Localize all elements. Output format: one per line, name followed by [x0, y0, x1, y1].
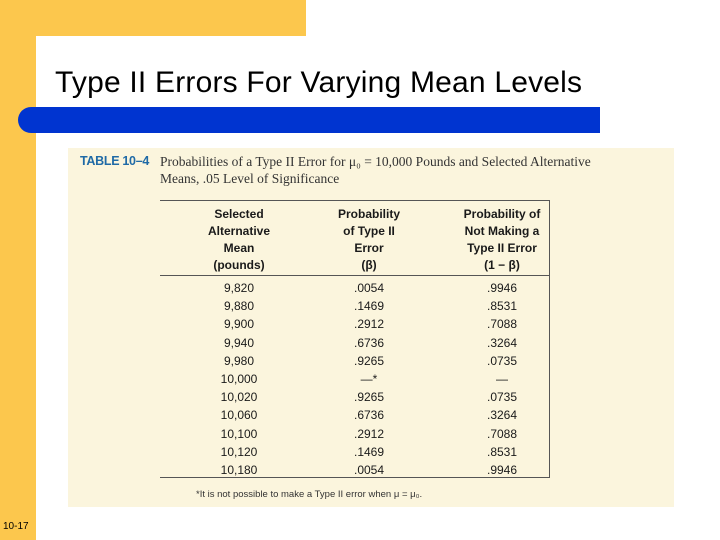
column-values-one-minus-beta	[442, 279, 562, 479]
table-caption	[160, 153, 591, 187]
table-cell: .3264	[486, 408, 518, 423]
table-cell: —*	[360, 371, 378, 386]
table-cell: .1469	[353, 444, 385, 459]
header-line: Not Making a	[464, 224, 540, 238]
table-caption-line-2: Means, .05 Level of Significance	[160, 171, 340, 186]
table-cell: .2912	[353, 426, 385, 441]
table-cell: .3264	[486, 335, 518, 350]
column-header-beta	[309, 206, 429, 274]
table-cell: .9946	[486, 281, 518, 295]
header-line: (pounds)	[213, 258, 265, 272]
header-line: Alternative	[207, 224, 271, 238]
table-cell: 10,060	[220, 408, 258, 423]
table-cell: 9,940	[223, 335, 255, 350]
header-line: of Type II	[343, 224, 395, 238]
table-cell: —	[496, 371, 508, 386]
header-line: (1 − β)	[484, 258, 520, 272]
table-cell: .9265	[353, 353, 385, 368]
table-figure	[68, 148, 674, 507]
table-cell: .8531	[486, 444, 518, 459]
title-underline-bar	[18, 107, 600, 133]
table-caption-line-1: Probabilities of a Type II Error for μ₀ = 10,000 Pounds and Selected Alternative	[160, 154, 591, 169]
slide-number: 10-17	[3, 521, 29, 532]
table-cell: .6736	[353, 408, 385, 423]
table-bottom-rule	[160, 477, 550, 478]
table-cell: .0054	[353, 281, 385, 295]
header-line: Probability	[337, 207, 400, 221]
table-cell: .7088	[486, 426, 518, 441]
table-cell: .9946	[486, 462, 518, 477]
table-cell: 10,000	[220, 371, 258, 386]
table-top-rule	[160, 200, 550, 201]
table-cell: 10,120	[220, 444, 258, 459]
header-line: Selected	[214, 207, 264, 221]
table-cell: 9,820	[223, 281, 255, 295]
top-accent-block	[0, 0, 306, 36]
table-cell: 10,020	[220, 390, 258, 405]
table-cell: 9,980	[223, 353, 255, 368]
header-line: Mean	[223, 241, 255, 255]
slide-title: Type II Errors For Varying Mean Levels	[55, 66, 583, 99]
header-line: Error	[354, 241, 384, 255]
header-line: Type II Error	[467, 241, 537, 255]
table-cell: .1469	[353, 299, 385, 314]
table-cell: 9,880	[223, 299, 255, 314]
table-header-rule	[160, 275, 550, 276]
table-cell: .2912	[353, 317, 385, 332]
table-cell: .6736	[353, 335, 385, 350]
table-cell: .0735	[486, 353, 518, 368]
left-accent-bar	[0, 0, 36, 540]
table-cell: .9265	[353, 390, 385, 405]
table-cell: .8531	[486, 299, 518, 314]
column-values-mean	[179, 279, 299, 479]
table-cell: .0735	[486, 390, 518, 405]
column-header-one-minus-beta	[442, 206, 562, 274]
table-cell: .0054	[353, 462, 385, 477]
column-header-mean	[179, 206, 299, 274]
header-line: Probability of	[463, 207, 541, 221]
table-footnote: *It is not possible to make a Type II error when μ = μ₀.	[196, 489, 423, 500]
table-cell: 10,180	[220, 462, 258, 477]
column-values-beta	[309, 279, 429, 479]
table-id: TABLE 10–4	[80, 154, 150, 168]
table-cell: .7088	[486, 317, 518, 332]
table-cell: 9,900	[223, 317, 255, 332]
table-cell: 10,100	[220, 426, 258, 441]
header-line: (β)	[361, 258, 377, 272]
